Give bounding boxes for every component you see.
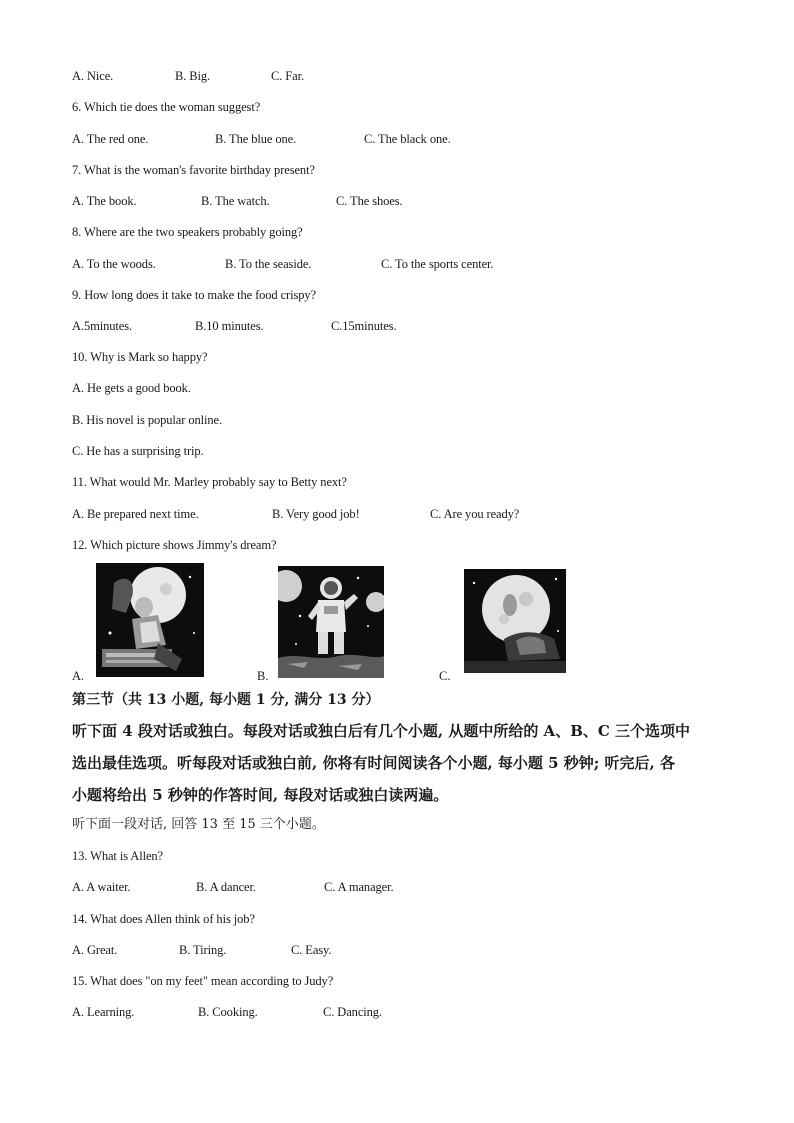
q15-option-c: C. Dancing. [323,1005,382,1019]
q15-option-b: B. Cooking. [198,1005,258,1019]
q8-option-a: A. To the woods. [72,257,156,271]
q5-option-a: A. Nice. [72,69,114,83]
q9-option-a: A.5minutes. [72,319,133,333]
q7-option-b: B. The watch. [201,194,270,208]
q10-stem: 10. Why is Mark so happy? [72,350,208,364]
q15-option-a: A. Learning. [72,1005,135,1019]
picture-b [278,566,384,678]
picture-c-label: C. [439,669,451,683]
section-instruction-line-1: 听下面 4 段对话或独白。每段对话或独白后有几个小题, 从题中所给的 A、B、C 三个选项中 [72,722,691,740]
q7-stem: 7. What is the woman's favorite birthday present? [72,163,315,177]
q8-option-b: B. To the seaside. [225,257,312,271]
q6-stem: 6. Which tie does the woman suggest? [72,100,261,114]
q13-option-b: B. A dancer. [196,880,256,894]
picture-c-illustration [464,569,566,673]
picture-a [96,563,204,677]
q14-option-a: A. Great. [72,943,118,957]
q8-option-c: C. To the sports center. [381,257,494,271]
q8-stem: 8. Where are the two speakers probably going? [72,225,303,239]
q7-option-a: A. The book. [72,194,137,208]
q13-stem: 13. What is Allen? [72,849,164,863]
q11-option-b: B. Very good job! [272,507,360,521]
q11-stem: 11. What would Mr. Marley probably say to Betty next? [72,475,347,489]
q6-option-a: A. The red one. [72,132,149,146]
picture-b-illustration [278,566,384,678]
picture-a-illustration [96,563,204,677]
section-title: 第三节（共 13 小题, 每小题 1 分, 满分 13 分） [72,692,380,708]
picture-b-label: B. [257,669,269,683]
section-instruction-line-3: 小题将给出 5 秒钟的作答时间, 每段对话或独白读两遍。 [72,786,449,804]
q6-option-c: C. The black one. [364,132,451,146]
q9-stem: 9. How long does it take to make the food crispy? [72,288,317,302]
q14-option-c: C. Easy. [291,943,332,957]
q14-option-b: B. Tiring. [179,943,227,957]
q12-stem: 12. Which picture shows Jimmy's dream? [72,538,277,552]
q11-option-c: C. Are you ready? [430,507,520,521]
section-instruction-line-2: 选出最佳选项。听每段对话或独白前, 你将有时间阅读各个小题, 每小题 5 秒钟; 听完后, 各 [72,754,675,772]
q11-option-a: A. Be prepared next time. [72,507,199,521]
q9-option-b: B.10 minutes. [195,319,264,333]
q7-option-c: C. The shoes. [336,194,403,208]
q9-option-c: C.15minutes. [331,319,397,333]
picture-c [464,569,566,673]
q10-option-a: A. He gets a good book. [72,381,191,395]
q5-option-c: C. Far. [271,69,304,83]
q14-stem: 14. What does Allen think of his job? [72,912,255,926]
q10-option-c: C. He has a surprising trip. [72,444,204,458]
q13-option-a: A. A waiter. [72,880,131,894]
q13-option-c: C. A manager. [324,880,394,894]
q5-option-b: B. Big. [175,69,211,83]
picture-a-label: A. [72,669,85,683]
q6-option-b: B. The blue one. [215,132,297,146]
dialogue-subinstruction: 听下面一段对话, 回答 13 至 15 三个小题。 [72,817,325,832]
q15-stem: 15. What does "on my feet" mean according to Judy? [72,974,334,988]
q10-option-b: B. His novel is popular online. [72,413,223,427]
